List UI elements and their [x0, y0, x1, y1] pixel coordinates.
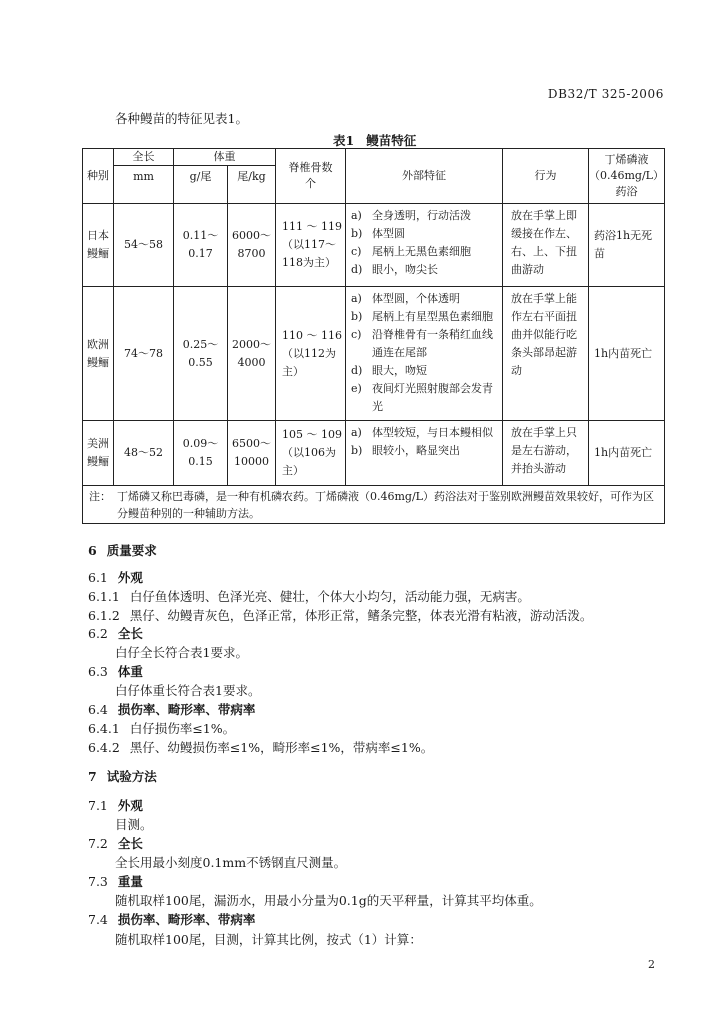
feature-item: d) 眼小，吻尖长	[351, 263, 438, 276]
length-cell: 54～58	[114, 204, 174, 287]
clause-6-2: 6.2 全长	[88, 626, 143, 641]
clause-7-3: 7.3 重量	[88, 874, 143, 889]
spine-cell: 105 ～ 109 （以106为 主）	[276, 421, 346, 486]
feature-item: a) 体型较短，与日本鳗相似	[351, 426, 493, 439]
clause-6-4-2: 6.4.2 黑仔、幼鳗损伤率≤1%，畸形率≤1%，带病率≤1%。	[88, 740, 434, 755]
eel-fry-characteristics-table	[82, 148, 665, 524]
feature-item: b) 尾柄上有星型黑色素细胞	[351, 310, 493, 323]
table-row	[83, 287, 665, 421]
bath-cell: 1h内苗死亡	[589, 421, 665, 486]
weight-kg-cell: 2000～ 4000	[228, 287, 276, 421]
page-number: 2	[648, 958, 655, 971]
spine-cell: 110 ～ 116 （以112为 主）	[276, 287, 346, 421]
th-weight-kg: 尾/kg	[228, 166, 276, 204]
table-row	[83, 421, 665, 486]
features-cell	[346, 287, 503, 421]
clause-7-1-text: 目测。	[115, 817, 153, 832]
th-length-unit: mm	[114, 166, 174, 204]
section-heading-7: 7 试验方法	[88, 769, 157, 784]
table-caption-title: 鳗苗特征	[366, 133, 417, 148]
behavior-cell: 放在手掌上即 缓接在作左、 右、上、下扭 曲游动	[503, 204, 589, 287]
clause-6-3: 6.3 体重	[88, 664, 143, 679]
th-features: 外部特征	[346, 149, 503, 204]
note-line: 丁烯磷又称巴毒磷，是一种有机磷农药。丁烯磷液（0.46mg/L）药浴法对于鉴别欧洲鳗苗效果较好，可作为区	[117, 490, 654, 503]
weight-kg-cell: 6000～ 8700	[228, 204, 276, 287]
clause-7-2-text: 全长用最小刻度0.1mm不锈钢直尺测量。	[115, 855, 347, 870]
th-species: 种别	[83, 149, 114, 204]
document-code: DB32/T 325-2006	[547, 87, 664, 101]
weight-g-cell: 0.09～ 0.15	[174, 421, 228, 486]
behavior-cell: 放在手掌上只 是左右游动， 并抬头游动	[503, 421, 589, 486]
table-caption-number: 表1	[333, 133, 355, 148]
feature-item: c) 尾柄上无黑色素细胞	[351, 245, 471, 258]
clause-6-4-1: 6.4.1 白仔损伤率≤1%。	[88, 721, 236, 736]
section-heading-6: 6 质量要求	[88, 543, 157, 558]
th-spine: 脊椎骨数 个	[276, 149, 346, 204]
clause-6-2-text: 白仔全长符合表1要求。	[115, 645, 248, 660]
length-cell: 74～78	[114, 287, 174, 421]
feature-item: a) 全身透明，行动活泼	[351, 209, 471, 222]
table-note-row	[83, 486, 665, 524]
intro-text: 各种鳗苗的特征见表1。	[115, 111, 248, 126]
clause-6-1-1: 6.1.1 白仔鱼体透明、色泽光亮、健壮，个体大小均匀，活动能力强，无病害。	[88, 589, 530, 604]
clause-7-2: 7.2 全长	[88, 836, 143, 851]
weight-g-cell: 0.25～ 0.55	[174, 287, 228, 421]
clause-7-4: 7.4 损伤率、畸形率、带病率	[88, 912, 256, 927]
th-behavior: 行为	[503, 149, 589, 204]
th-length: 全长	[114, 149, 174, 166]
weight-g-cell: 0.11～ 0.17	[174, 204, 228, 287]
bath-cell: 药浴1h无死 苗	[589, 204, 665, 287]
table-row	[83, 204, 665, 287]
features-cell	[346, 204, 503, 287]
spine-cell: 111 ～ 119 （以117～ 118为主）	[276, 204, 346, 287]
species-cell: 欧洲 鳗鲡	[83, 287, 114, 421]
features-cell	[346, 421, 503, 486]
feature-item: b) 眼较小，略显突出	[351, 444, 460, 457]
species-cell: 日本 鳗鲡	[83, 204, 114, 287]
th-weight: 体重	[174, 149, 276, 166]
feature-item: a) 体型圆，个体透明	[351, 292, 460, 305]
th-bath: 丁烯磷液 （0.46mg/L） 药浴	[589, 149, 665, 204]
th-weight-g: g/尾	[174, 166, 228, 204]
length-cell: 48～52	[114, 421, 174, 486]
feature-item: d) 眼大，吻短	[351, 364, 427, 377]
feature-item: e) 夜间灯光照射腹部会发青 光	[351, 382, 493, 413]
clause-6-3-text: 白仔体重长符合表1要求。	[115, 683, 261, 698]
clause-6-4: 6.4 损伤率、畸形率、带病率	[88, 702, 256, 717]
feature-item: c) 沿脊椎骨有一条稍红血线 通连在尾部	[351, 328, 493, 359]
bath-cell: 1h内苗死亡	[589, 287, 665, 421]
note-line: 分鳗苗种别的一种辅助方法。	[117, 507, 260, 520]
behavior-cell: 放在手掌上能 作左右平面扭 曲并似能行吃 条头部昂起游 动	[503, 287, 589, 421]
clause-7-3-text: 随机取样100尾，漏沥水，用最小分量为0.1g的天平秤量，计算其平均体重。	[115, 893, 542, 908]
clause-6-1-2: 6.1.2 黑仔、幼鳗青灰色，色泽正常，体形正常，鳍条完整，体表光滑有粘液，游动活泼。	[88, 608, 593, 623]
species-cell: 美洲 鳗鲡	[83, 421, 114, 486]
clause-7-4-text: 随机取样100尾，目测，计算其比例，按式（1）计算：	[115, 932, 422, 947]
clause-7-1: 7.1 外观	[88, 798, 143, 813]
weight-kg-cell: 6500～ 10000	[228, 421, 276, 486]
note-label: 注：	[89, 490, 111, 503]
table-note	[83, 486, 665, 524]
table-header-row	[83, 149, 665, 166]
feature-item: b) 体型圆	[351, 227, 405, 240]
clause-6-1: 6.1 外观	[88, 570, 143, 585]
